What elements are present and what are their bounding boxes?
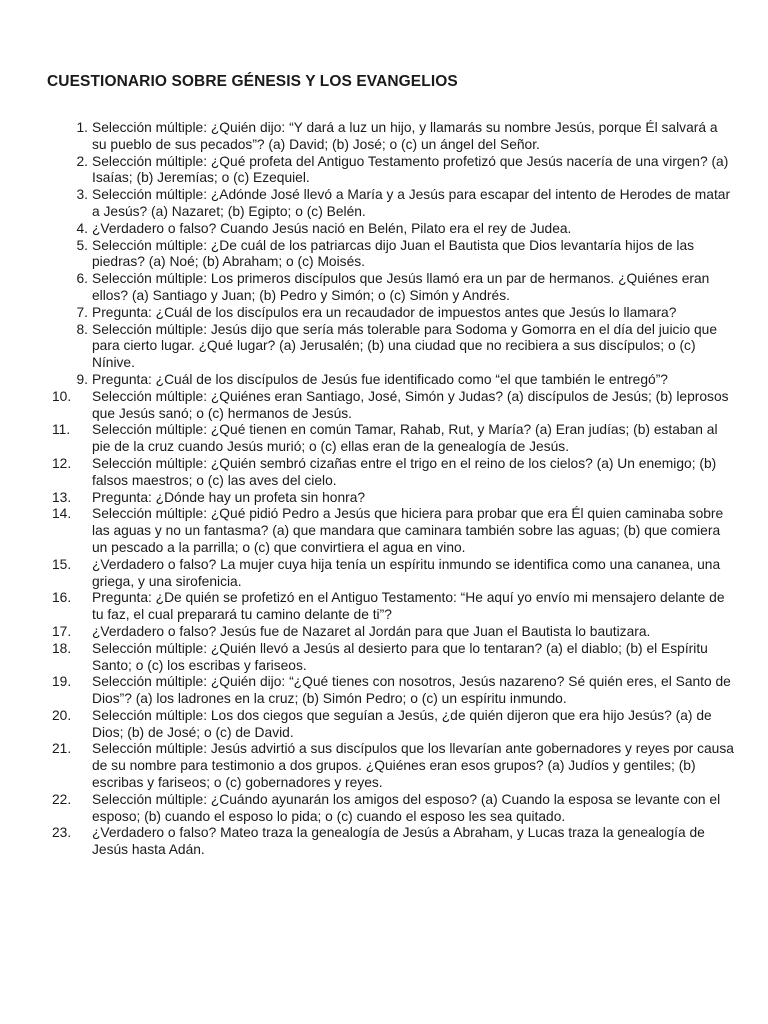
question-item [52, 674, 734, 708]
question-item [52, 221, 734, 238]
question-number: 5. [76, 237, 88, 253]
question-number: 2. [76, 153, 88, 169]
question-number: 18. [52, 640, 72, 656]
question-item [52, 825, 734, 859]
question-item [52, 271, 734, 305]
question-text: Selección múltiple: ¿Quiénes eran Santiago, José, Simón y Judas? (a) discípulos de Jesús; (b) leprosos que Jesús sanó; o (c) hermanos de Jesús. [92, 388, 729, 421]
question-text: Selección múltiple: Los dos ciegos que seguían a Jesús, ¿de quién dijeron que era hijo Jesús? (a) de Dios; (b) de José; o (c) de David. [92, 707, 712, 740]
question-item [52, 238, 734, 272]
question-number: 1. [76, 120, 88, 135]
question-number: 6. [76, 271, 88, 287]
question-item [52, 641, 734, 675]
question-item [52, 187, 734, 221]
question-number: 12. [52, 455, 72, 471]
question-number: 16. [52, 590, 72, 606]
question-text: Pregunta: ¿Cuál de los discípulos era un recaudador de impuestos antes que Jesús lo llamara? [92, 304, 677, 320]
question-text: Pregunta: ¿Dónde hay un profeta sin honra? [92, 489, 366, 505]
question-number: 22. [52, 791, 72, 807]
question-item [52, 741, 734, 791]
question-item [52, 422, 734, 456]
question-number: 11. [52, 422, 71, 438]
question-item [52, 322, 734, 372]
question-text: Selección múltiple: ¿Quién llevó a Jesús al desierto para que lo tentaran? (a) el diablo; (b) el Espíritu Santo; o (c) los escribas y fariseos. [92, 640, 708, 673]
question-text: Selección múltiple: ¿Qué tienen en común Tamar, Rahab, Rut, y María? (a) Eran judías; (b) estaban al pie de la cruz cuando Jesús murió; o (c) ellas eran de la genealogía de Jesús. [92, 422, 718, 455]
question-text: Selección múltiple: Los primeros discípulos que Jesús llamó era un par de hermanos. ¿Quiénes eran ellos? (a) Santiago y Juan; (b) Pedro y Simón; o (c) Simón y Andrés. [92, 271, 710, 303]
question-list [52, 120, 734, 859]
question-number: 13. [52, 489, 72, 505]
question-text: ¿Verdadero o falso? Jesús fue de Nazaret al Jordán para que Juan el Bautista lo bautizara. [92, 623, 651, 639]
question-number: 23. [52, 825, 72, 841]
question-item [52, 372, 734, 389]
question-text: Selección múltiple: ¿Adónde José llevó a María y a Jesús para escapar del intento de Herodes de matar a Jesús? (a) Nazaret; (b) Egipto; o (c) Belén. [92, 187, 731, 219]
question-item [52, 557, 734, 591]
question-item [52, 154, 734, 188]
question-number: 15. [52, 556, 72, 572]
question-number: 19. [52, 674, 72, 690]
question-text: Selección múltiple: ¿Quién dijo: “¿Qué tienes con nosotros, Jesús nazareno? Sé quién eres, el Santo de Dios”? (a) los ladrones en la cruz; (b) Simón Pedro; o (c) un espíritu inmundo. [92, 674, 731, 707]
question-text: Selección múltiple: Jesús advirtió a sus discípulos que los llevarían ante gobernadores y reyes por causa de su nombre para testimonio a dos grupos. ¿Quiénes eran esos grupos? (a) Judíos y gentiles; (b) escribas y fariseos; o (c) gobernadores y reyes. [92, 741, 734, 791]
question-number: 17. [52, 623, 72, 639]
question-text: ¿Verdadero o falso? Cuando Jesús nació en Belén, Pilato era el rey de Judea. [92, 220, 572, 236]
question-text: Selección múltiple: ¿Qué profeta del Antiguo Testamento profetizó que Jesús nacería de una virgen? (a) Isaías; (b) Jeremías; o (c) Ezequiel. [92, 153, 729, 186]
question-item [52, 456, 734, 490]
question-number: 3. [76, 187, 88, 203]
question-item [52, 590, 734, 624]
question-number: 9. [76, 371, 88, 387]
question-item [52, 389, 734, 423]
question-text: Pregunta: ¿Cuál de los discípulos de Jesús fue identificado como “el que también le entregó”? [92, 371, 668, 387]
question-text: Selección múltiple: ¿Quién dijo: “Y dará a luz un hijo, y llamarás su nombre Jesús, porque Él salvará a su pueblo de sus pecados”? (a) David; (b) José; o (c) un ángel del Señor. [92, 120, 718, 152]
question-text: Selección múltiple: Jesús dijo que sería más tolerable para Sodoma y Gomorra en el día del juicio que para cierto lugar. ¿Qué lugar? (a) Jerusalén; (b) una ciudad que no recibiera a sus discípulos; o (c) Nínive. [92, 321, 718, 371]
question-text: Pregunta: ¿De quién se profetizó en el Antiguo Testamento: “He aquí yo envío mi mensajero delante de tu faz, el cual preparará tu camino delante de ti”? [92, 590, 725, 623]
question-number: 7. [76, 304, 88, 320]
question-text: ¿Verdadero o falso? La mujer cuya hija tenía un espíritu inmundo se identifica como una cananea, una griega, y una sirofenicia. [92, 556, 721, 589]
question-number: 8. [76, 321, 88, 337]
question-item [52, 305, 734, 322]
question-item [52, 120, 734, 154]
question-number: 21. [52, 741, 72, 757]
question-text: ¿Verdadero o falso? Mateo traza la genealogía de Jesús a Abraham, y Lucas traza la genealogía de Jesús hasta Adán. [92, 825, 705, 858]
question-item [52, 792, 734, 826]
document-title: CUESTIONARIO SOBRE GÉNESIS Y LOS EVANGELIOS [47, 73, 458, 90]
question-number: 10. [52, 388, 72, 404]
question-text: Selección múltiple: ¿Cuándo ayunarán los amigos del esposo? (a) Cuando la esposa se levante con el esposo; (b) cuando el esposo lo pida; o (c) cuando el esposo les sea quitado. [92, 791, 721, 824]
question-text: Selección múltiple: ¿Qué pidió Pedro a Jesús que hiciera para probar que era Él quien caminaba sobre las aguas y no un fantasma? (a) que mandara que caminara también sobre las aguas; (b) que comiera un pescado a la parrilla; o (c) que convirtiera el agua en vino. [92, 506, 724, 555]
question-text: Selección múltiple: ¿Quién sembró cizañas entre el trigo en el reino de los cielos? (a) Un enemigo; (b) falsos maestros; o (c) las aves del cielo. [92, 455, 717, 488]
question-item [52, 506, 734, 556]
question-item [52, 708, 734, 742]
question-number: 14. [52, 506, 72, 522]
question-number: 20. [52, 707, 72, 723]
question-number: 4. [76, 220, 88, 236]
question-item [52, 624, 734, 641]
question-item [52, 490, 734, 507]
question-text: Selección múltiple: ¿De cuál de los patriarcas dijo Juan el Bautista que Dios levantaría hijos de las piedras? (a) Noé; (b) Abraham; o (c) Moisés. [92, 237, 695, 270]
